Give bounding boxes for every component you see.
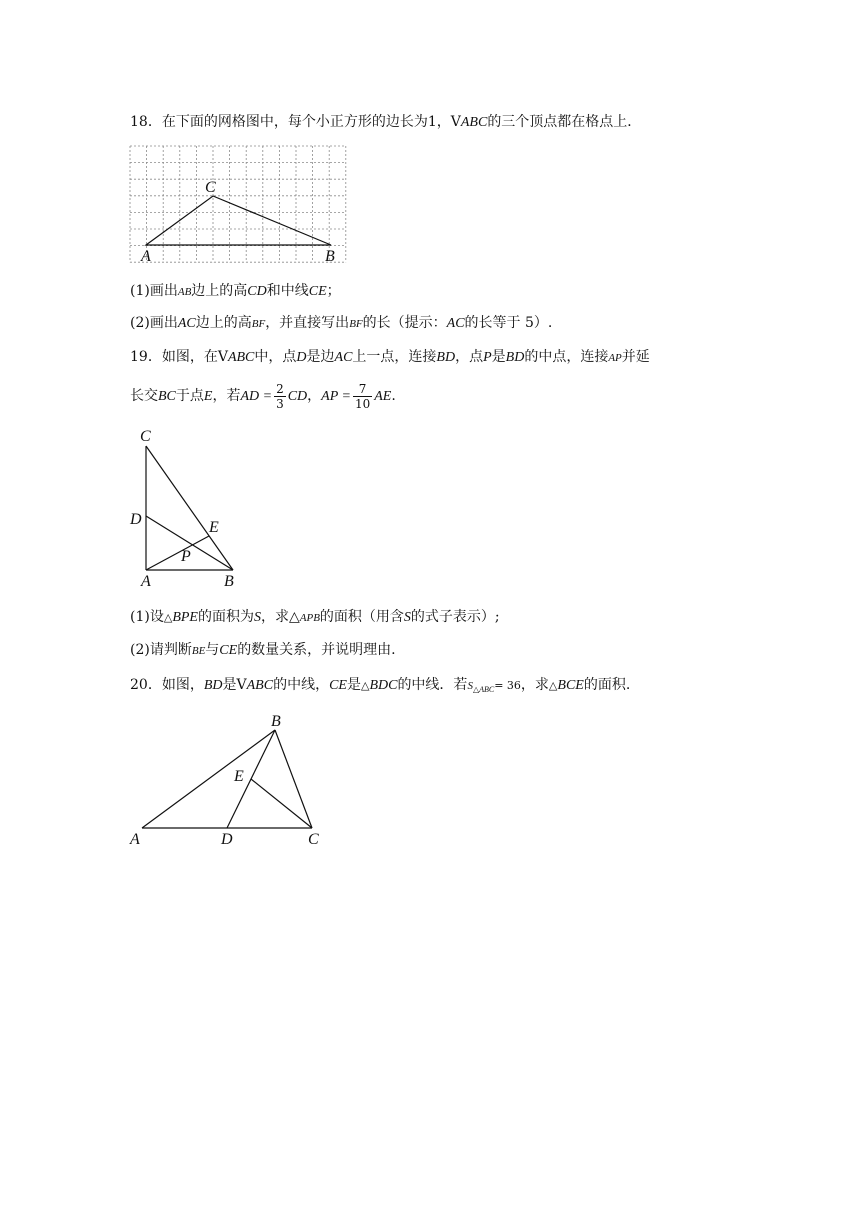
q19-l1-c: 是边 <box>306 349 335 365</box>
q19-l1-a: 19．如图，在 <box>130 349 218 365</box>
q19-triangle-name: ABC <box>227 350 255 365</box>
q20-tri-bce: BCE <box>557 678 584 693</box>
q19-label-P: P <box>181 548 191 565</box>
q19-seg-ae: AE <box>374 389 392 404</box>
q18-p1-seg-ce: CE <box>308 284 327 299</box>
q19-p2-seg-be: BE <box>191 645 206 657</box>
q18-label-B: B <box>325 248 335 265</box>
q19-seg-ac: AC <box>334 350 353 365</box>
frac2-numerator: 7 <box>353 382 372 397</box>
q18-lead-text: 18．在下面的网格图中，每个小正方形的边长为1， <box>130 114 451 130</box>
q19-l2-sep: ， <box>307 388 322 404</box>
q19-p2-a: (2)请判断 <box>130 642 192 658</box>
q18-p2-seg-bf2: BF <box>349 318 363 330</box>
q19-p1-b: 的面积为 <box>197 609 254 625</box>
q18-p2-b: 边上的高 <box>195 315 252 331</box>
q20-d: 是 <box>346 677 361 693</box>
q18-p2-c: ，并直接写出 <box>265 315 350 331</box>
q19-p1-s: S <box>253 610 261 625</box>
triangle-symbol: △ <box>163 611 173 624</box>
q19-p1-s2: S <box>403 610 411 625</box>
q19-p1-c: ，求△ <box>260 609 300 625</box>
q20-seg-ab-line <box>142 730 275 828</box>
q18-label-C: C <box>205 179 216 196</box>
q19-seg-bd: BD <box>436 350 456 365</box>
q19-label-A: A <box>141 573 151 590</box>
q19-seg-ap: AP <box>608 352 622 364</box>
q19-p2-b: 与 <box>205 642 220 658</box>
q18-p1-seg-ab: AB <box>177 286 192 298</box>
q18-p2-seg-bf: BF <box>251 318 266 330</box>
q19-point-d: D <box>296 350 307 365</box>
q19-label-E: E <box>209 519 219 536</box>
q19-ad-eq: AD = <box>240 389 273 404</box>
q19-l2-end: . <box>391 388 396 404</box>
frac1-numerator: 2 <box>276 381 284 396</box>
q20-seg-ce: CE <box>329 678 347 693</box>
q19-l1-f: 是 <box>491 349 506 365</box>
frac2-denominator: 10 <box>354 396 371 411</box>
q18-p2-e: 的长等于 5）. <box>464 315 553 331</box>
q19-seg-bc: BC <box>158 389 176 404</box>
q20-tri-bdc: BDC <box>369 678 398 693</box>
triangle-symbol: V <box>236 677 247 693</box>
triangle-symbol: V <box>450 114 461 130</box>
q20-a: 20．如图， <box>130 677 204 693</box>
triangle-symbol: △ <box>360 679 370 692</box>
q18-p1-seg-cd: CD <box>247 284 267 299</box>
triangle-symbol: △ <box>548 679 558 692</box>
q19-seg-cd: CD <box>287 389 308 404</box>
q19-label-B: B <box>224 573 234 590</box>
q19-p1-tri-bpe: BPE <box>172 610 198 625</box>
q19-l2-c: ，若 <box>212 388 241 404</box>
q19-l2-b: 于点 <box>175 388 204 404</box>
q20-area-subscript: △ABC <box>472 685 495 694</box>
q19-p1-a: (1)设 <box>130 609 164 625</box>
q19-point-e: E <box>203 389 213 404</box>
q18-tail-text: 的三个顶点都在格点上． <box>487 114 642 130</box>
q18-label-A: A <box>141 248 151 265</box>
q20-label-C: C <box>308 831 319 848</box>
q19-p1-d: 的面积（用含 <box>319 609 404 625</box>
q20-f: ，求 <box>520 677 549 693</box>
q19-l1-h: 并延 <box>621 349 650 365</box>
q19-p2-seg-ce: CE <box>219 643 238 658</box>
q19-p1-e: 的式子表示）; <box>410 609 500 625</box>
q19-l1-g: 的中点，连接 <box>524 349 609 365</box>
q20-c: 的中线， <box>273 677 330 693</box>
q20-area-eq: = 36 <box>494 679 521 692</box>
q20-tri-abc: ABC <box>246 678 274 693</box>
q20-e: 的中线．若 <box>397 677 468 693</box>
q20-area-s: S <box>467 680 473 692</box>
q19-ap-eq: AP = <box>321 389 351 404</box>
triangle-name: ABC <box>460 115 488 130</box>
q19-l2-a: 长交 <box>130 388 158 404</box>
triangle-symbol: V <box>217 349 228 365</box>
q18-p1-a: (1)画出 <box>130 283 178 299</box>
q19-l1-e: ，点 <box>455 349 484 365</box>
q18-p1-b: 边上的高 <box>191 283 248 299</box>
q20-seg-bd: BD <box>203 678 223 693</box>
q19-p1-tri-apb: APB <box>299 612 320 624</box>
q20-label-A: A <box>130 831 140 848</box>
q19-point-p: P <box>483 350 492 365</box>
q19-seg-bd2: BD <box>505 350 525 365</box>
q18-p2-a: (2)画出 <box>130 315 178 331</box>
q19-p2-c: 的数量关系，并说明理由. <box>237 642 396 658</box>
q20-label-D: D <box>221 831 233 848</box>
q18-p2-seg-ac: AC <box>177 316 196 331</box>
q18-p1-c: 和中线 <box>266 283 309 299</box>
q20-b: 是 <box>222 677 237 693</box>
q19-l1-d: 上一点，连接 <box>352 349 437 365</box>
frac1-denominator: 3 <box>276 396 284 411</box>
q20-g: 的面积. <box>583 677 631 693</box>
q20-label-B: B <box>271 713 281 730</box>
q18-p1-d: ； <box>326 283 341 299</box>
q18-p2-seg-ac2: AC <box>446 316 465 331</box>
q19-l1-b: 中，点 <box>254 349 297 365</box>
q19-label-C: C <box>140 428 151 445</box>
q19-label-D: D <box>130 511 142 528</box>
q20-label-E: E <box>234 768 244 785</box>
q18-p2-d: 的长（提示： <box>362 315 447 331</box>
